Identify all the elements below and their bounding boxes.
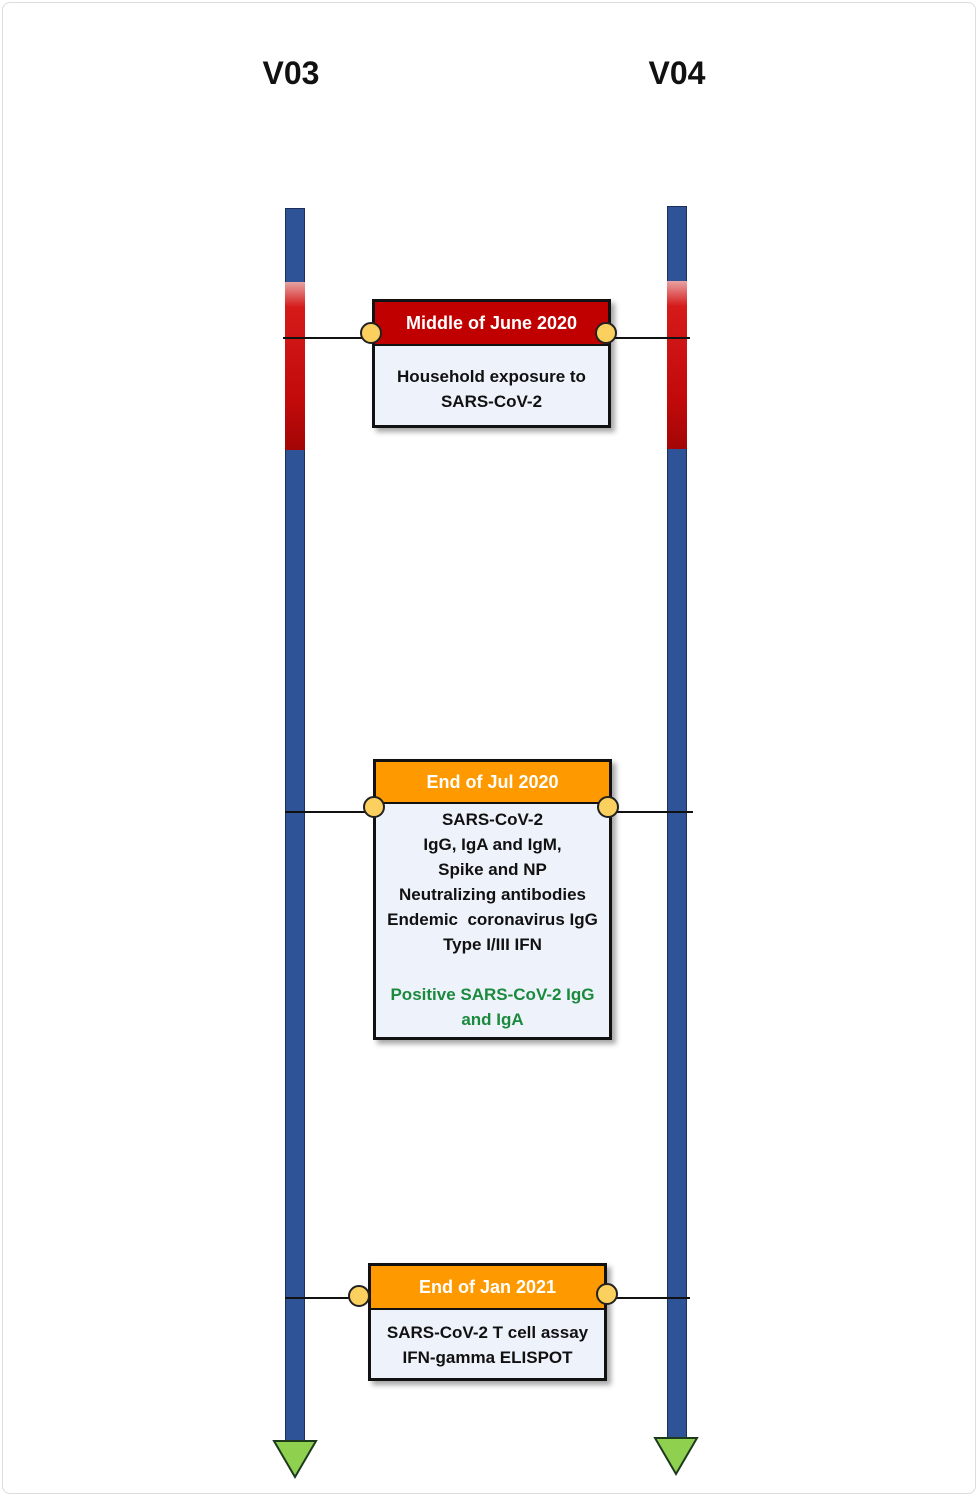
connector-line [608,337,690,339]
result-highlight-line: Positive SARS-CoV-2 IgG [390,985,595,1004]
connector-node [595,322,617,344]
event-box-jan-2021 [368,1263,607,1381]
event-date-header: End of Jan 2021 [371,1266,604,1310]
event-date-header: Middle of June 2020 [375,302,608,346]
event-text-line: Household exposure to [397,367,586,386]
event-text-line: Type I/III IFN [443,935,542,954]
event-text-line: SARS-CoV-2 [441,810,544,829]
event-description [375,346,608,414]
arrowhead-v04 [653,1435,699,1477]
connector-node [596,1283,618,1305]
event-box-june-2020 [372,299,611,428]
connector-line [285,811,375,813]
event-text-line: Spike and NP [438,860,547,879]
event-text-line: SARS-CoV-2 [440,392,543,411]
column-label-v03: V03 [262,55,320,91]
column-label-v04: V04 [648,55,706,91]
result-highlight-line: and IgA [461,1010,524,1029]
exposure-band-v03 [285,282,305,450]
connector-node [597,796,619,818]
event-description [371,1310,604,1370]
event-box-july-2020 [373,759,612,1040]
event-text-line: IFN-gamma ELISPOT [402,1348,573,1367]
connector-node [348,1285,370,1307]
connector-node [360,322,382,344]
connector-line [609,811,693,813]
exposure-band-v04 [667,281,687,449]
event-date-header: End of Jul 2020 [376,762,609,804]
connector-line [283,337,373,339]
event-text-line: IgG, IgA and IgM, [423,835,562,854]
event-text-line: SARS-CoV-2 T cell assay [386,1323,589,1342]
arrowhead-v03 [272,1438,318,1480]
event-description [376,804,609,1032]
event-text-line: Endemic coronavirus IgG [387,910,598,929]
connector-node [363,796,385,818]
event-text-line: Neutralizing antibodies [398,885,587,904]
